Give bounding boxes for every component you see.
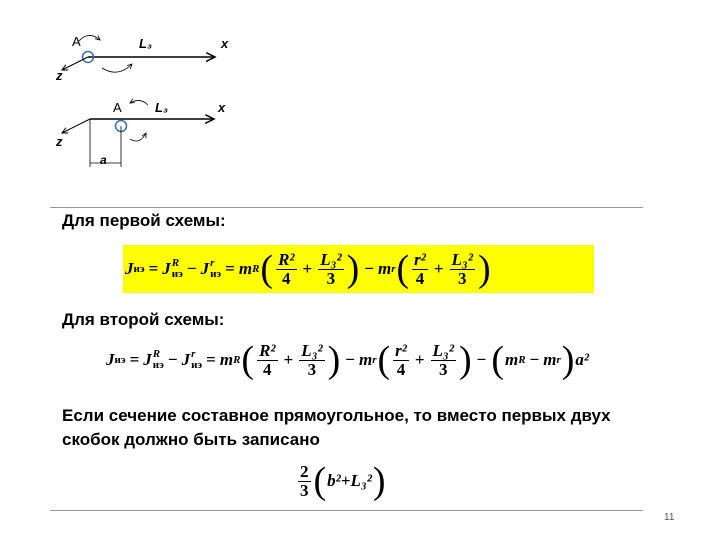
beam-diagram-2: [40, 95, 260, 175]
formula-2: J иэ = J R иэ − J r иэ = m R ( $\frac{\text{R²}}{4}$ + $\frac{\text{L₃²}}{3}$ ) − m r ( $\frac{\text{r²}}{4}$ + $\frac{\text{L₃²}}{3}$ ) − ( m R − m r ) a²: [106, 339, 590, 381]
diagram1-label-l: L₃: [139, 36, 152, 51]
diagram1-label-a: A: [72, 34, 81, 49]
bottom-rule: [50, 510, 643, 511]
diagram2-label-z: z: [56, 134, 63, 149]
beam-diagram-1: [40, 20, 260, 90]
diagram2-label-l: L₃: [155, 100, 168, 115]
diagram2-label-a: A: [113, 100, 122, 115]
note-line-1: Если сечение составное прямоугольное, то вместо первых двух: [62, 406, 611, 425]
heading-first-scheme: Для первой схемы:: [62, 211, 226, 230]
diagram1-label-x: x: [221, 36, 229, 51]
top-rule: [50, 207, 643, 208]
heading-second-scheme: Для второй схемы:: [62, 310, 225, 329]
diagram1-label-z: z: [56, 68, 63, 83]
diagram2-label-x: x: [218, 100, 226, 115]
diagram2-label-a-small: a: [100, 153, 107, 167]
note-line-2: скобок должно быть записано: [62, 430, 320, 449]
formula-1: J иэ = J R иэ − J r иэ = m R ( $\frac{\text{R²}}{4}$ + $\frac{\text{L₃²}}{3}$ ) − m r ( $\frac{\text{r²}}{4}$ + $\frac{\text{L₃²}}{3}$ ): [125, 248, 491, 290]
formula-3: $\frac{2}{3}$ ( b²+L₃² ): [300, 460, 386, 502]
page-number: 11: [664, 512, 675, 523]
